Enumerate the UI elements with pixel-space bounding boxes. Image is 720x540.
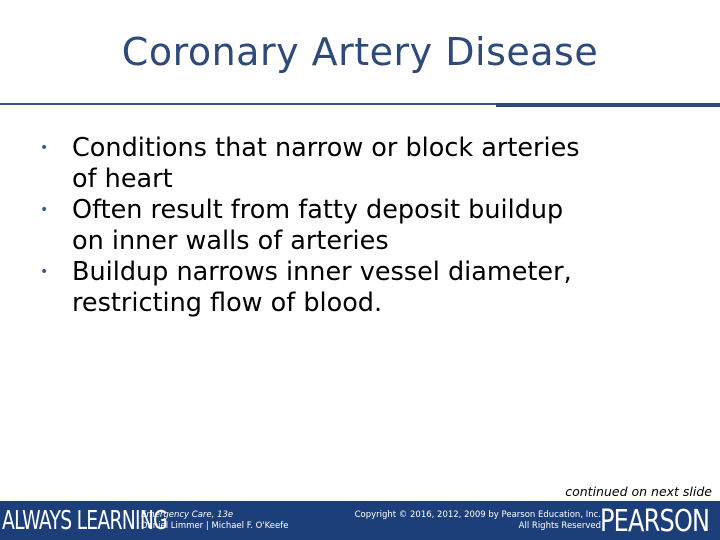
- title-divider-accent: [496, 103, 720, 107]
- bullet-text-line: on inner walls of arteries: [72, 226, 389, 256]
- always-learning-tagline: ALWAYS LEARNING: [2, 506, 167, 536]
- footer-bar: [0, 501, 720, 540]
- bullet-list: [40, 133, 700, 319]
- book-title: Emergency Care, 13e: [141, 510, 234, 520]
- bullet-text-line: Buildup narrows inner vessel diameter,: [72, 257, 572, 287]
- book-authors: Daniel Limmer | Michael F. O'Keefe: [141, 521, 289, 531]
- continued-note: continued on next slide: [565, 484, 712, 499]
- bullet-text-line: restricting flow of blood.: [72, 288, 383, 318]
- rights-reserved-line: All Rights Reserved: [518, 521, 601, 531]
- bullet-icon: •: [40, 264, 49, 280]
- bullet-text-line: Often result from fatty deposit buildup: [72, 195, 564, 225]
- copyright-line: Copyright © 2016, 2012, 2009 by Pearson Education, Inc.: [354, 510, 601, 520]
- book-info: [141, 510, 289, 532]
- bullet-icon: •: [40, 202, 49, 218]
- copyright-notice: [318, 510, 601, 532]
- bullet-item: [40, 257, 700, 319]
- bullet-text-line: Conditions that narrow or block arteries: [72, 133, 580, 163]
- slide-title: Coronary Artery Disease: [121, 30, 599, 74]
- bullet-icon: •: [40, 140, 49, 156]
- bullet-item: [40, 133, 700, 195]
- bullet-item: [40, 195, 700, 257]
- pearson-logo: PEARSON: [600, 504, 710, 539]
- bullet-text-line: of heart: [72, 164, 173, 194]
